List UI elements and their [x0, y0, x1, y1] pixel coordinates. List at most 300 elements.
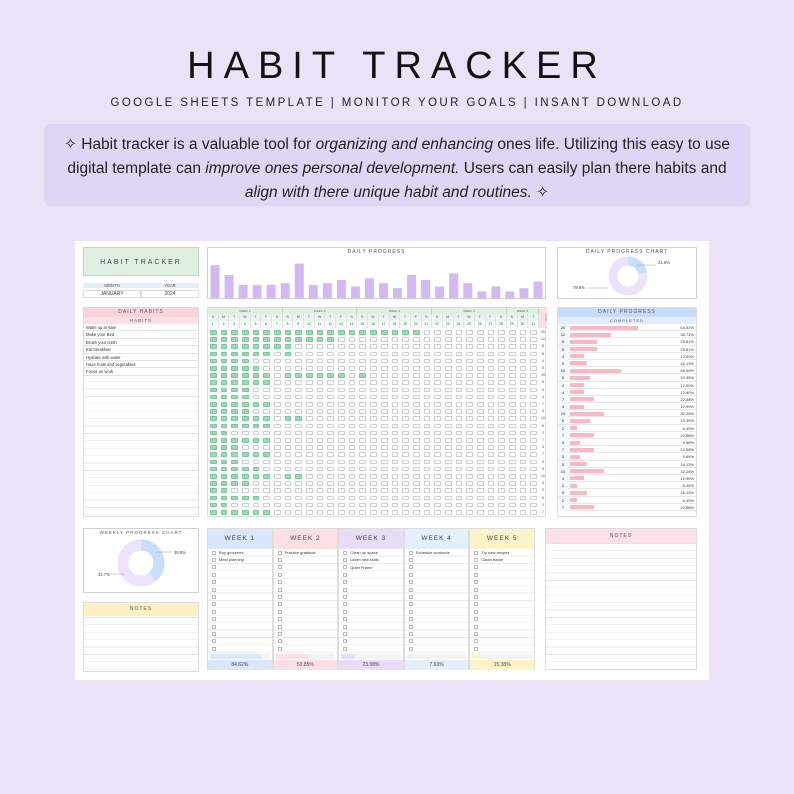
habit-checkbox[interactable] — [210, 344, 217, 349]
habit-checkbox[interactable] — [359, 409, 366, 414]
habit-checkbox[interactable] — [370, 373, 377, 378]
habit-checkbox[interactable] — [434, 388, 441, 393]
habit-checkbox[interactable] — [263, 344, 270, 349]
habit-checkbox[interactable] — [445, 359, 452, 364]
habit-checkbox[interactable] — [498, 488, 505, 493]
habit-checkbox[interactable] — [317, 460, 324, 465]
habit-checkbox[interactable] — [210, 431, 217, 436]
task-text[interactable]: Learn new skills — [350, 557, 379, 563]
habit-checkbox[interactable] — [231, 510, 238, 515]
habit-item[interactable]: Eat breakfast — [84, 346, 198, 353]
habit-checkbox[interactable] — [370, 438, 377, 443]
habit-checkbox[interactable] — [253, 416, 260, 421]
task-checkbox[interactable] — [343, 610, 347, 614]
habit-checkbox[interactable] — [434, 488, 441, 493]
habit-checkbox[interactable] — [402, 344, 409, 349]
habit-checkbox[interactable] — [466, 474, 473, 479]
task-checkbox[interactable] — [409, 632, 413, 636]
habit-checkbox[interactable] — [285, 503, 292, 508]
habit-checkbox[interactable] — [349, 481, 356, 486]
habit-checkbox[interactable] — [381, 409, 388, 414]
habit-checkbox[interactable] — [456, 409, 463, 414]
habit-checkbox[interactable] — [306, 452, 313, 457]
habit-checkbox[interactable] — [456, 373, 463, 378]
habit-checkbox[interactable] — [392, 460, 399, 465]
habit-checkbox[interactable] — [498, 380, 505, 385]
habit-checkbox[interactable] — [509, 409, 516, 414]
habit-checkbox[interactable] — [242, 409, 249, 414]
habit-checkbox[interactable] — [520, 395, 527, 400]
habit-checkbox[interactable] — [317, 416, 324, 421]
habit-checkbox[interactable] — [488, 510, 495, 515]
habit-checkbox[interactable] — [285, 337, 292, 342]
habit-checkbox[interactable] — [317, 388, 324, 393]
habit-checkbox[interactable] — [221, 337, 228, 342]
habit-checkbox[interactable] — [306, 445, 313, 450]
habit-checkbox[interactable] — [509, 344, 516, 349]
habit-checkbox[interactable] — [381, 438, 388, 443]
habit-checkbox[interactable] — [221, 416, 228, 421]
habit-checkbox[interactable] — [445, 380, 452, 385]
year-value[interactable]: 2024 — [141, 290, 199, 298]
habit-checkbox[interactable] — [274, 359, 281, 364]
habit-checkbox[interactable] — [317, 330, 324, 335]
habit-checkbox[interactable] — [317, 424, 324, 429]
task-checkbox[interactable] — [409, 580, 413, 584]
habit-checkbox[interactable] — [424, 424, 431, 429]
habit-checkbox[interactable] — [392, 388, 399, 393]
habit-checkbox[interactable] — [488, 503, 495, 508]
habit-checkbox[interactable] — [456, 481, 463, 486]
habit-checkbox[interactable] — [285, 366, 292, 371]
habit-checkbox[interactable] — [434, 337, 441, 342]
habit-checkbox[interactable] — [370, 510, 377, 515]
habit-checkbox[interactable] — [466, 510, 473, 515]
habit-checkbox[interactable] — [338, 352, 345, 357]
habit-checkbox[interactable] — [242, 496, 249, 501]
habit-checkbox[interactable] — [359, 496, 366, 501]
habit-checkbox[interactable] — [231, 330, 238, 335]
habit-checkbox[interactable] — [466, 380, 473, 385]
habit-checkbox[interactable] — [263, 366, 270, 371]
habit-checkbox[interactable] — [520, 330, 527, 335]
habit-checkbox[interactable] — [520, 373, 527, 378]
habit-checkbox[interactable] — [509, 373, 516, 378]
habit-checkbox[interactable] — [359, 373, 366, 378]
habit-checkbox[interactable] — [381, 467, 388, 472]
habit-checkbox[interactable] — [274, 481, 281, 486]
habit-checkbox[interactable] — [445, 402, 452, 407]
habit-checkbox[interactable] — [285, 409, 292, 414]
habit-checkbox[interactable] — [402, 388, 409, 393]
habit-checkbox[interactable] — [253, 510, 260, 515]
habit-checkbox[interactable] — [520, 467, 527, 472]
habit-checkbox[interactable] — [466, 330, 473, 335]
habit-checkbox[interactable] — [392, 445, 399, 450]
habit-checkbox[interactable] — [413, 510, 420, 515]
habit-checkbox[interactable] — [231, 452, 238, 457]
task-checkbox[interactable] — [474, 580, 478, 584]
habit-checkbox[interactable] — [381, 510, 388, 515]
habit-item[interactable]: Brush your teeth — [84, 339, 198, 346]
habit-checkbox[interactable] — [274, 503, 281, 508]
habit-checkbox[interactable] — [456, 352, 463, 357]
habit-checkbox[interactable] — [285, 474, 292, 479]
habit-checkbox[interactable] — [359, 474, 366, 479]
habit-checkbox[interactable] — [274, 488, 281, 493]
task-checkbox[interactable] — [212, 602, 216, 606]
habit-checkbox[interactable] — [498, 388, 505, 393]
habit-checkbox[interactable] — [413, 344, 420, 349]
habit-checkbox[interactable] — [498, 438, 505, 443]
habit-checkbox[interactable] — [263, 488, 270, 493]
habit-checkbox[interactable] — [317, 359, 324, 364]
habit-checkbox[interactable] — [488, 344, 495, 349]
habit-checkbox[interactable] — [263, 474, 270, 479]
habit-checkbox[interactable] — [413, 452, 420, 457]
habit-checkbox[interactable] — [359, 503, 366, 508]
habit-checkbox[interactable] — [274, 467, 281, 472]
habit-checkbox[interactable] — [466, 488, 473, 493]
task-checkbox[interactable] — [343, 551, 347, 555]
habit-checkbox[interactable] — [274, 424, 281, 429]
habit-checkbox[interactable] — [327, 359, 334, 364]
habit-checkbox[interactable] — [274, 431, 281, 436]
habit-checkbox[interactable] — [488, 330, 495, 335]
habit-checkbox[interactable] — [466, 452, 473, 457]
habit-checkbox[interactable] — [306, 467, 313, 472]
habit-checkbox[interactable] — [242, 395, 249, 400]
habit-checkbox[interactable] — [413, 481, 420, 486]
habit-checkbox[interactable] — [392, 330, 399, 335]
habit-checkbox[interactable] — [456, 452, 463, 457]
task-checkbox[interactable] — [474, 617, 478, 621]
habit-checkbox[interactable] — [370, 359, 377, 364]
habit-checkbox[interactable] — [424, 431, 431, 436]
task-checkbox[interactable] — [343, 595, 347, 599]
habit-checkbox[interactable] — [274, 460, 281, 465]
habit-checkbox[interactable] — [509, 424, 516, 429]
task-checkbox[interactable] — [343, 639, 347, 643]
habit-checkbox[interactable] — [253, 402, 260, 407]
habit-checkbox[interactable] — [231, 481, 238, 486]
task-checkbox[interactable] — [212, 625, 216, 629]
habit-checkbox[interactable] — [530, 445, 537, 450]
habit-checkbox[interactable] — [424, 395, 431, 400]
habit-checkbox[interactable] — [349, 409, 356, 414]
habit-checkbox[interactable] — [424, 488, 431, 493]
habit-checkbox[interactable] — [274, 337, 281, 342]
habit-checkbox[interactable] — [221, 481, 228, 486]
habit-checkbox[interactable] — [295, 474, 302, 479]
habit-checkbox[interactable] — [445, 416, 452, 421]
habit-checkbox[interactable] — [285, 481, 292, 486]
habit-checkbox[interactable] — [231, 474, 238, 479]
habit-checkbox[interactable] — [381, 503, 388, 508]
habit-checkbox[interactable] — [466, 352, 473, 357]
habit-checkbox[interactable] — [285, 402, 292, 407]
habit-checkbox[interactable] — [477, 395, 484, 400]
habit-checkbox[interactable] — [285, 438, 292, 443]
habit-checkbox[interactable] — [221, 344, 228, 349]
habit-item[interactable]: Make your Bed — [84, 331, 198, 338]
habit-checkbox[interactable] — [498, 352, 505, 357]
habit-checkbox[interactable] — [434, 431, 441, 436]
habit-checkbox[interactable] — [231, 503, 238, 508]
habit-checkbox[interactable] — [263, 431, 270, 436]
habit-checkbox[interactable] — [392, 438, 399, 443]
habit-checkbox[interactable] — [477, 330, 484, 335]
task-text[interactable]: Clean up space — [350, 550, 378, 555]
habit-checkbox[interactable] — [253, 445, 260, 450]
habit-checkbox[interactable] — [456, 431, 463, 436]
habit-checkbox[interactable] — [413, 460, 420, 465]
task-checkbox[interactable] — [278, 595, 282, 599]
habit-checkbox[interactable] — [317, 380, 324, 385]
habit-checkbox[interactable] — [424, 402, 431, 407]
habit-checkbox[interactable] — [434, 395, 441, 400]
habit-checkbox[interactable] — [285, 373, 292, 378]
habit-checkbox[interactable] — [253, 373, 260, 378]
habit-checkbox[interactable] — [530, 438, 537, 443]
habit-checkbox[interactable] — [317, 438, 324, 443]
habit-checkbox[interactable] — [466, 460, 473, 465]
habit-checkbox[interactable] — [359, 352, 366, 357]
habit-checkbox[interactable] — [509, 481, 516, 486]
habit-checkbox[interactable] — [242, 366, 249, 371]
habit-checkbox[interactable] — [263, 359, 270, 364]
habit-checkbox[interactable] — [317, 488, 324, 493]
habit-checkbox[interactable] — [413, 359, 420, 364]
habit-checkbox[interactable] — [295, 352, 302, 357]
habit-checkbox[interactable] — [274, 395, 281, 400]
habit-checkbox[interactable] — [530, 481, 537, 486]
habit-checkbox[interactable] — [498, 431, 505, 436]
habit-checkbox[interactable] — [274, 352, 281, 357]
habit-checkbox[interactable] — [456, 380, 463, 385]
habit-checkbox[interactable] — [424, 474, 431, 479]
habit-checkbox[interactable] — [370, 337, 377, 342]
habit-checkbox[interactable] — [210, 352, 217, 357]
habit-checkbox[interactable] — [392, 409, 399, 414]
habit-checkbox[interactable] — [221, 445, 228, 450]
habit-checkbox[interactable] — [242, 452, 249, 457]
habit-checkbox[interactable] — [274, 452, 281, 457]
habit-checkbox[interactable] — [413, 402, 420, 407]
habit-checkbox[interactable] — [488, 337, 495, 342]
habit-checkbox[interactable] — [477, 337, 484, 342]
habit-checkbox[interactable] — [402, 503, 409, 508]
habit-checkbox[interactable] — [210, 416, 217, 421]
habit-checkbox[interactable] — [477, 352, 484, 357]
habit-checkbox[interactable] — [488, 395, 495, 400]
habit-checkbox[interactable] — [253, 452, 260, 457]
habit-checkbox[interactable] — [285, 452, 292, 457]
habit-checkbox[interactable] — [295, 460, 302, 465]
task-checkbox[interactable] — [212, 588, 216, 592]
habit-checkbox[interactable] — [498, 409, 505, 414]
habit-checkbox[interactable] — [466, 402, 473, 407]
habit-checkbox[interactable] — [381, 496, 388, 501]
habit-checkbox[interactable] — [424, 344, 431, 349]
habit-checkbox[interactable] — [509, 445, 516, 450]
habit-checkbox[interactable] — [434, 344, 441, 349]
habit-checkbox[interactable] — [263, 402, 270, 407]
task-text[interactable]: Clean frame — [481, 557, 504, 563]
habit-checkbox[interactable] — [221, 438, 228, 443]
habit-checkbox[interactable] — [413, 503, 420, 508]
habit-checkbox[interactable] — [338, 337, 345, 342]
habit-checkbox[interactable] — [488, 460, 495, 465]
habit-checkbox[interactable] — [263, 337, 270, 342]
habit-checkbox[interactable] — [413, 445, 420, 450]
habit-checkbox[interactable] — [413, 431, 420, 436]
habit-checkbox[interactable] — [295, 496, 302, 501]
habit-checkbox[interactable] — [306, 395, 313, 400]
habit-checkbox[interactable] — [520, 380, 527, 385]
habit-checkbox[interactable] — [285, 510, 292, 515]
habit-checkbox[interactable] — [349, 467, 356, 472]
habit-checkbox[interactable] — [242, 488, 249, 493]
habit-checkbox[interactable] — [413, 337, 420, 342]
habit-checkbox[interactable] — [402, 373, 409, 378]
habit-checkbox[interactable] — [253, 460, 260, 465]
habit-checkbox[interactable] — [253, 337, 260, 342]
habit-checkbox[interactable] — [466, 445, 473, 450]
habit-checkbox[interactable] — [434, 467, 441, 472]
habit-checkbox[interactable] — [520, 416, 527, 421]
habit-checkbox[interactable] — [498, 510, 505, 515]
habit-checkbox[interactable] — [456, 330, 463, 335]
habit-checkbox[interactable] — [477, 424, 484, 429]
habit-checkbox[interactable] — [456, 366, 463, 371]
habit-checkbox[interactable] — [338, 366, 345, 371]
habit-checkbox[interactable] — [210, 330, 217, 335]
habit-checkbox[interactable] — [466, 366, 473, 371]
habit-checkbox[interactable] — [381, 402, 388, 407]
habit-checkbox[interactable] — [306, 488, 313, 493]
habit-checkbox[interactable] — [370, 395, 377, 400]
habit-checkbox[interactable] — [477, 388, 484, 393]
habit-checkbox[interactable] — [253, 438, 260, 443]
month-select[interactable]: JANUARY — [83, 290, 141, 298]
task-checkbox[interactable] — [212, 610, 216, 614]
habit-checkbox[interactable] — [434, 366, 441, 371]
habit-checkbox[interactable] — [381, 380, 388, 385]
habit-checkbox[interactable] — [327, 510, 334, 515]
habit-checkbox[interactable] — [520, 452, 527, 457]
task-checkbox[interactable] — [212, 580, 216, 584]
habit-checkbox[interactable] — [456, 359, 463, 364]
habit-checkbox[interactable] — [498, 395, 505, 400]
task-checkbox[interactable] — [278, 551, 282, 555]
habit-checkbox[interactable] — [466, 438, 473, 443]
habit-checkbox[interactable] — [392, 488, 399, 493]
habit-checkbox[interactable] — [221, 467, 228, 472]
habit-checkbox[interactable] — [274, 402, 281, 407]
habit-checkbox[interactable] — [263, 388, 270, 393]
habit-checkbox[interactable] — [488, 373, 495, 378]
habit-checkbox[interactable] — [434, 402, 441, 407]
habit-checkbox[interactable] — [349, 510, 356, 515]
habit-checkbox[interactable] — [263, 395, 270, 400]
habit-checkbox[interactable] — [210, 496, 217, 501]
habit-checkbox[interactable] — [253, 344, 260, 349]
habit-checkbox[interactable] — [509, 496, 516, 501]
habit-checkbox[interactable] — [263, 445, 270, 450]
habit-checkbox[interactable] — [445, 503, 452, 508]
habit-checkbox[interactable] — [306, 438, 313, 443]
task-checkbox[interactable] — [343, 617, 347, 621]
habit-checkbox[interactable] — [306, 352, 313, 357]
habit-checkbox[interactable] — [285, 395, 292, 400]
habit-checkbox[interactable] — [349, 388, 356, 393]
habit-checkbox[interactable] — [392, 352, 399, 357]
habit-checkbox[interactable] — [263, 424, 270, 429]
habit-checkbox[interactable] — [509, 388, 516, 393]
habit-checkbox[interactable] — [338, 496, 345, 501]
habit-checkbox[interactable] — [498, 467, 505, 472]
habit-checkbox[interactable] — [498, 402, 505, 407]
habit-checkbox[interactable] — [349, 337, 356, 342]
habit-checkbox[interactable] — [381, 481, 388, 486]
task-text[interactable]: Quiet Frame — [350, 564, 373, 570]
habit-checkbox[interactable] — [242, 445, 249, 450]
habit-checkbox[interactable] — [263, 352, 270, 357]
habit-checkbox[interactable] — [359, 402, 366, 407]
habit-checkbox[interactable] — [253, 395, 260, 400]
habit-checkbox[interactable] — [253, 503, 260, 508]
habit-checkbox[interactable] — [466, 344, 473, 349]
habit-checkbox[interactable] — [359, 438, 366, 443]
habit-checkbox[interactable] — [381, 460, 388, 465]
habit-checkbox[interactable] — [392, 373, 399, 378]
habit-checkbox[interactable] — [210, 460, 217, 465]
habit-checkbox[interactable] — [306, 481, 313, 486]
habit-checkbox[interactable] — [445, 344, 452, 349]
habit-checkbox[interactable] — [370, 416, 377, 421]
habit-checkbox[interactable] — [338, 409, 345, 414]
habit-checkbox[interactable] — [530, 352, 537, 357]
habit-checkbox[interactable] — [242, 481, 249, 486]
habit-checkbox[interactable] — [327, 503, 334, 508]
habit-checkbox[interactable] — [381, 445, 388, 450]
habit-checkbox[interactable] — [327, 395, 334, 400]
habit-checkbox[interactable] — [221, 474, 228, 479]
habit-checkbox[interactable] — [295, 481, 302, 486]
habit-checkbox[interactable] — [434, 452, 441, 457]
habit-checkbox[interactable] — [530, 409, 537, 414]
habit-checkbox[interactable] — [530, 344, 537, 349]
habit-checkbox[interactable] — [381, 337, 388, 342]
habit-checkbox[interactable] — [424, 467, 431, 472]
habit-checkbox[interactable] — [231, 496, 238, 501]
task-checkbox[interactable] — [474, 610, 478, 614]
habit-checkbox[interactable] — [520, 409, 527, 414]
habit-checkbox[interactable] — [434, 352, 441, 357]
habit-checkbox[interactable] — [327, 373, 334, 378]
habit-checkbox[interactable] — [221, 424, 228, 429]
habit-checkbox[interactable] — [509, 488, 516, 493]
habit-checkbox[interactable] — [466, 481, 473, 486]
habit-checkbox[interactable] — [359, 359, 366, 364]
habit-checkbox[interactable] — [359, 488, 366, 493]
habit-checkbox[interactable] — [381, 416, 388, 421]
habit-checkbox[interactable] — [359, 344, 366, 349]
habit-checkbox[interactable] — [392, 452, 399, 457]
habit-checkbox[interactable] — [402, 330, 409, 335]
habit-checkbox[interactable] — [253, 481, 260, 486]
